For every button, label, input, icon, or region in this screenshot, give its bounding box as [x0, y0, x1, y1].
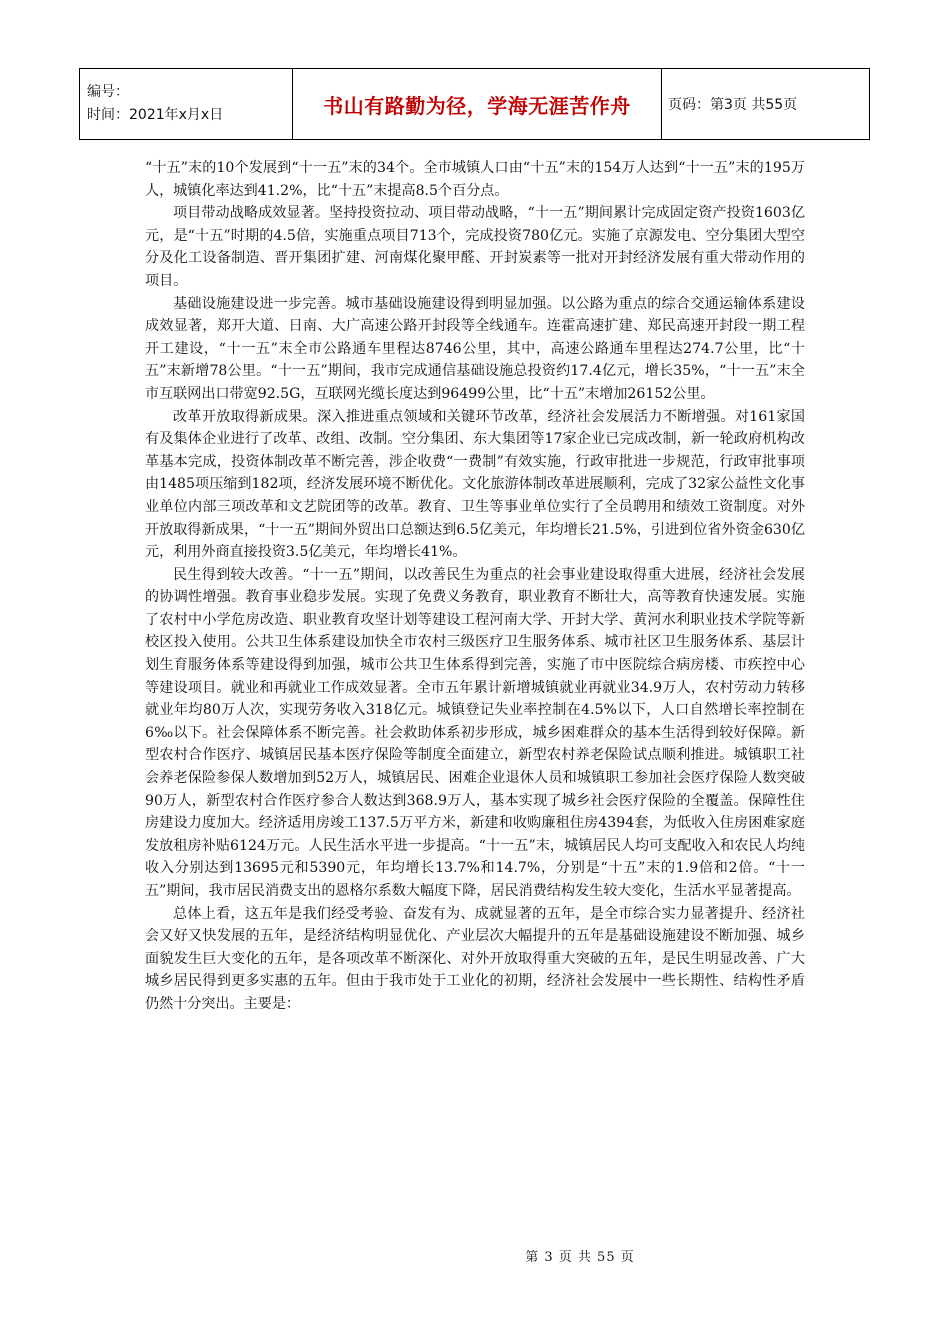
paragraph-urbanization: “十五”末的10个发展到“十一五”末的34个。全市城镇人口由“十五”末的154万人达到“十一五”末的195万人，城镇化率达到41.2%，比“十五”末提高8.5个百分点。 [145, 160, 805, 199]
paragraph-infrastructure: 基础设施建设进一步完善。城市基础设施建设得到明显加强。以公路为重点的综合交通运输体系建设成效显著，郑开大道、日南、大广高速公路开封段等全线通车。连霍高速扩建、郑民高速开封段一期工程开工建设，“十一五”末全市公路通车里程达8746公里，其中，高速公路通车里程达274.7公里，比“十五”末新增78公里。“十一五”期间，我市完成通信基础设施总投资约17.4亿元，增长35%，“十一五”末全市互联网出口带宽92.5G，互联网光缆长度达到96499公里，比“十五”末增加26152公里。 [145, 295, 805, 402]
paragraph-reform-opening: 改革开放取得新成果。深入推进重点领域和关键环节改革，经济社会发展活力不断增强。对161家国有及集体企业进行了改革、改组、改制。空分集团、东大集团等17家企业已完成改制，新一轮政府机构改革基本完成，投资体制改革不断完善，涉企收费“一费制”有效实施，行政审批进一步规范，行政审批事项由1485项压缩到182项，经济发展环境不断优化。文化旅游体制改革进展顺利，完成了32家公益性文化事业单位内部三项改革和文艺院团等的改革。教育、卫生等事业单位实行了全员聘用和绩效工资制度。对外开放取得新成果，“十一五”期间外贸出口总额达到6.5亿美元，年均增长21.5%，引进到位省外资金630亿元，利用外商直接投资3.5亿美元，年均增长41%。 [145, 408, 805, 561]
header-motto: 书山有路勤为径，学海无涯苦作舟 [293, 69, 662, 140]
document-time-label: 时间：2021年x月x日 [87, 107, 224, 123]
paragraph-livelihood: 民生得到较大改善。“十一五”期间，以改善民生为重点的社会事业建设取得重大进展，经济社会发展的协调性增强。教育事业稳步发展。实现了免费义务教育，职业教育不断壮大，高等教育快速发展。实施了农村中小学危房改造、职业教育攻坚计划等建设工程河南大学、开封大学、黄河水利职业技术学院等新校区投入使用。公共卫生体系建设加快全市农村三级医疗卫生服务体系、城市社区卫生服务体系、基层计划生育服务体系等建设得到加强，城市公共卫生体系得到完善，实施了市中医院综合病房楼、市疾控中心等建设项目。就业和再就业工作成效显著。全市五年累计新增城镇就业再就业34.9万人，农村劳动力转移就业年均80万人次，实现劳务收入318亿元。城镇登记失业率控制在4.5%以下，人口自然增长率控制在6‰以下。社会保障体系不断完善。社会救助体系初步形成，城乡困难群众的基本生活得到较好保障。新型农村合作医疗、城镇居民基本医疗保险等制度全面建立，新型农村养老保险试点顺利推进。城镇职工社会养老保险参保人数增加到52万人，城镇居民、困难企业退休人员和城镇职工参加社会医疗保险人数突破90万人，新型农村合作医疗参合人数达到368.9万人，基本实现了城乡社会医疗保险的全覆盖。保障性住房建设力度加大。经济适用房竣工137.5万平方米，新建和收购廉租住房4394套，为低收入住房困难家庭发放租房补贴6124万元。人民生活水平进一步提高。“十一五”末，城镇居民人均可支配收入和农民人均纯收入分别达到13695元和5390元，年均增长13.7%和14.7%，分别是“十五”末的1.9倍和2倍。“十一五”期间，我市居民消费支出的恩格尔系数大幅度下降，居民消费结构发生较大变化，生活水平显著提高。 [145, 566, 805, 899]
document-body [145, 157, 805, 1016]
document-number-label: 编号： [87, 84, 129, 100]
header-page-info: 页码：第3页 共55页 [662, 69, 870, 140]
paragraph-summary: 总体上看，这五年是我们经受考验、奋发有为、成就显著的五年，是全市综合实力显著提升、经济社会又好又快发展的五年，是经济结构明显优化、产业层次大幅提升的五年是基础设施建设不断加强、城乡面貌发生巨大变化的五年，是各项改革不断深化、对外开放取得重大突破的五年，是民生明显改善、广大城乡居民得到更多实惠的五年。但由于我市处于工业化的初期，经济社会发展中一些长期性、结构性矛盾仍然十分突出。主要是： [145, 905, 805, 1012]
document-header [79, 68, 870, 140]
paragraph-project-investment: 项目带动战略成效显著。坚持投资拉动、项目带动战略，“十一五”期间累计完成固定资产投资1603亿元，是“十五”时期的4.5倍，实施重点项目713个，完成投资780亿元。实施了京源发电、空分集团大型空分及化工设备制造、晋开集团扩建、河南煤化聚甲醛、开封炭素等一批对开封经济发展有重大带动作用的项目。 [145, 205, 805, 289]
page-footer: 第 3 页 共 55 页 [525, 1250, 635, 1265]
header-meta-cell [80, 69, 293, 140]
